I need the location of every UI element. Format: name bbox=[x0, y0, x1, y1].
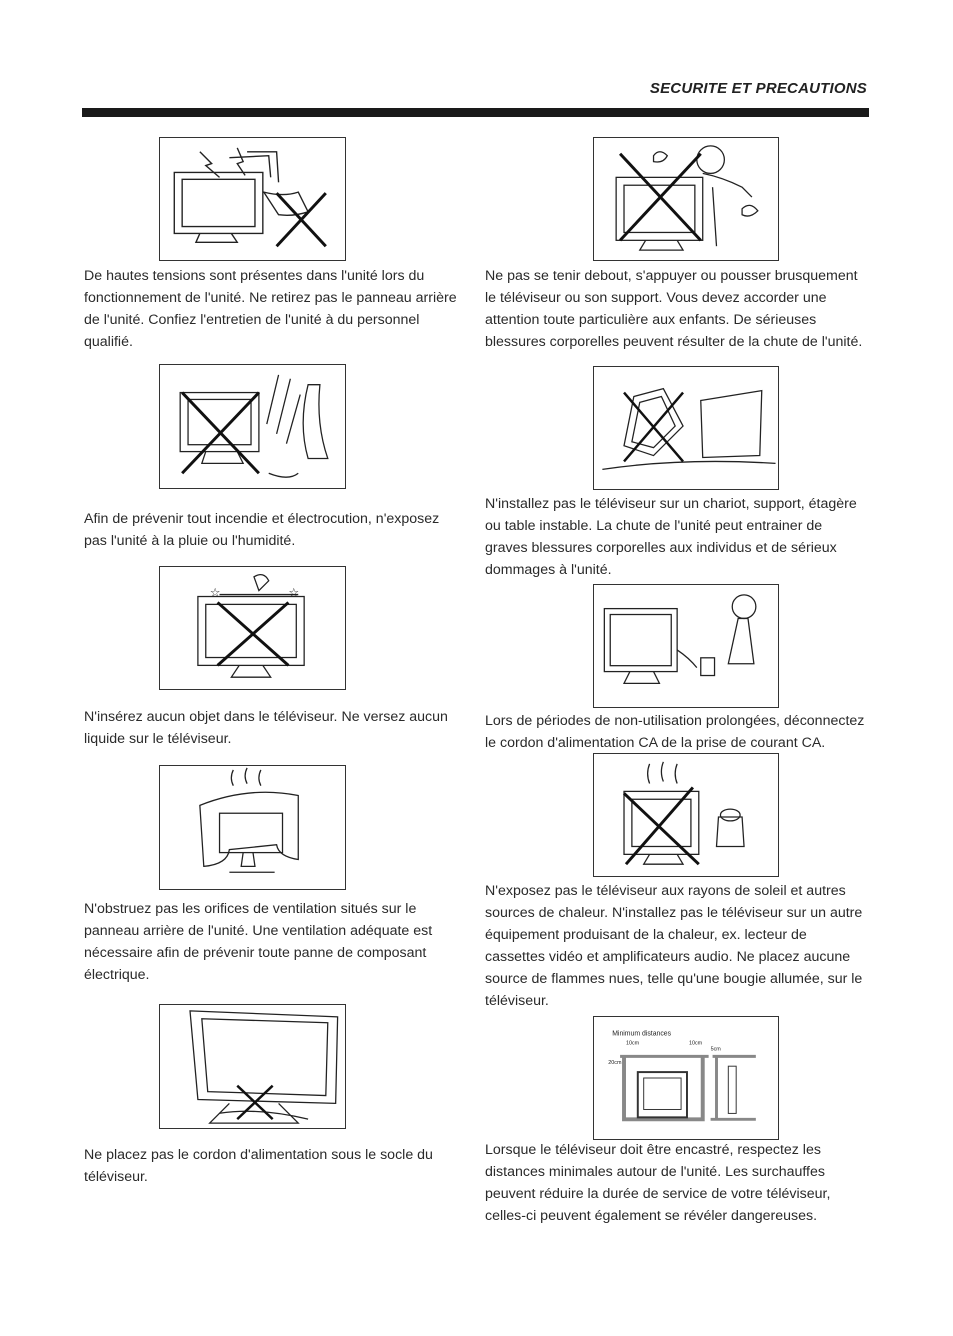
text-power-cord: Ne placez pas le cordon d'alimentation sous le socle du téléviseur. bbox=[84, 1147, 433, 1185]
figure-unstable bbox=[593, 366, 779, 490]
text-high-voltage: De hautes tensions sont présentes dans l'unité lors du fonctionnement de l'unité. Ne retirez pas le panneau arrière de l'unité. Confiez l'entretien de l'unité à du personnel qualifié. bbox=[84, 268, 457, 350]
figure-rain bbox=[159, 364, 346, 489]
header-rule bbox=[82, 108, 869, 117]
text-unstable: N'installez pas le téléviseur sur un chariot, support, étagère ou table instable. La chute de l'unité peut entrainer de graves blessures corporelles aux individus et de sérieux dommages à l'unité. bbox=[485, 496, 857, 578]
figure-ventilation bbox=[159, 765, 346, 890]
figure-minimum-distances bbox=[593, 1016, 779, 1140]
text-unplug: Lors de périodes de non-utilisation prolongées, déconnectez le cordon d'alimentation CA de la prise de courant CA. bbox=[485, 713, 865, 751]
figure-unplug bbox=[593, 584, 779, 708]
distance-top-left: 10cm bbox=[625, 1040, 640, 1047]
distance-side: 5cm bbox=[710, 1046, 721, 1053]
figure-child-climbing bbox=[593, 137, 779, 261]
text-minimum-distances: Lorsque le téléviseur doit être encastré, respectez les distances minimales autour de l'unité. Les surchauffes peuvent réduire la durée de service de votre téléviseur, celles-ci peuvent également se révéler dangereuses. bbox=[485, 1142, 831, 1224]
text-child-climbing: Ne pas se tenir debout, s'appuyer ou pousser brusquement le téléviseur ou son support. Vous devez accorder une attention toute particulière aux enfants. De sérieuses blessures corporelles peuvent résulter de la chute de l'unité. bbox=[485, 268, 863, 350]
distances-title: Minimum distances bbox=[612, 1030, 672, 1038]
text-rain: Afin de prévenir tout incendie et électrocution, n'exposez pas l'unité à la pluie ou l'humidité. bbox=[84, 511, 440, 549]
figure-heat-sources bbox=[593, 753, 779, 877]
page-title: SECURITE ET PRECAUTIONS bbox=[649, 80, 867, 97]
text-ventilation: N'obstruez pas les orifices de ventilation situés sur le panneau arrière de l'unité. Une ventilation adéquate est nécessaire afin de prévenir toute panne de composant électrique. bbox=[84, 901, 433, 983]
distance-left: 20cm bbox=[608, 1060, 622, 1067]
svg-text:☆: ☆ bbox=[209, 585, 221, 600]
text-objects-liquids: N'insérez aucun objet dans le téléviseur. Ne versez aucun liquide sur le téléviseur. bbox=[84, 709, 448, 747]
text-heat-sources: N'exposez pas le téléviseur aux rayons de soleil et autres sources de chaleur. N'installez pas le téléviseur sur un autre équipement produisant de la chaleur, ex. lecteur de cassettes vidéo et amplificateurs audio. Ne placez aucune source de flammes nues, telle qu'une bougie allumée, sur le téléviseur. bbox=[485, 883, 863, 1009]
figure-power-cord bbox=[159, 1004, 346, 1129]
figure-high-voltage bbox=[159, 137, 346, 261]
svg-text:☆: ☆ bbox=[288, 585, 299, 600]
distance-top-right: 10cm bbox=[688, 1040, 703, 1047]
figure-objects-liquids bbox=[159, 566, 346, 690]
